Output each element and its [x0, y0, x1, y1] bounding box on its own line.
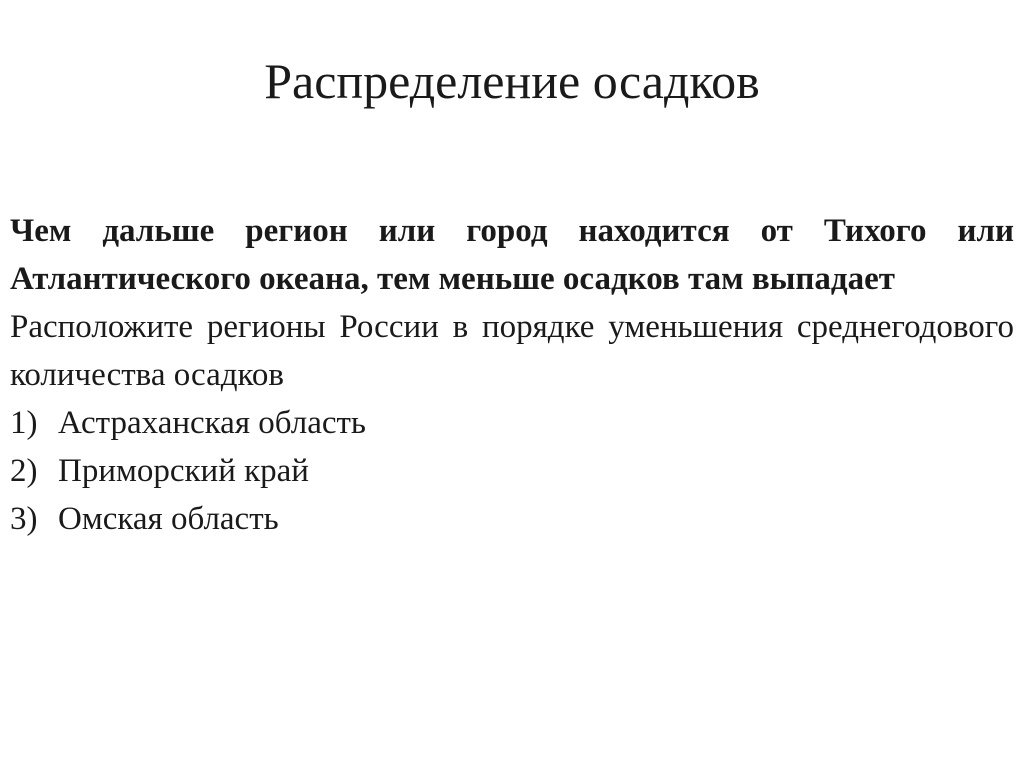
answer-option-2	[10, 447, 1014, 495]
answer-options-list	[10, 399, 1014, 543]
slide-content	[10, 207, 1014, 543]
option-number: 1)	[10, 405, 38, 441]
option-label: Астраханская область	[58, 405, 366, 441]
task-instruction: Расположите регионы России в порядке уменьшения среднегодового количества осадков	[10, 309, 1014, 393]
slide-title: Распределение осадков	[264, 53, 760, 109]
option-label: Приморский край	[58, 453, 309, 489]
answer-option-1	[10, 399, 1014, 447]
rule-statement: Чем дальше регион или город находится от Тихого или Атлантического океана, тем меньше осадков там выпадает	[10, 213, 1014, 297]
option-number: 3)	[10, 501, 38, 537]
answer-option-3	[10, 495, 1014, 543]
option-number: 2)	[10, 453, 38, 489]
option-label: Омская область	[58, 501, 279, 537]
